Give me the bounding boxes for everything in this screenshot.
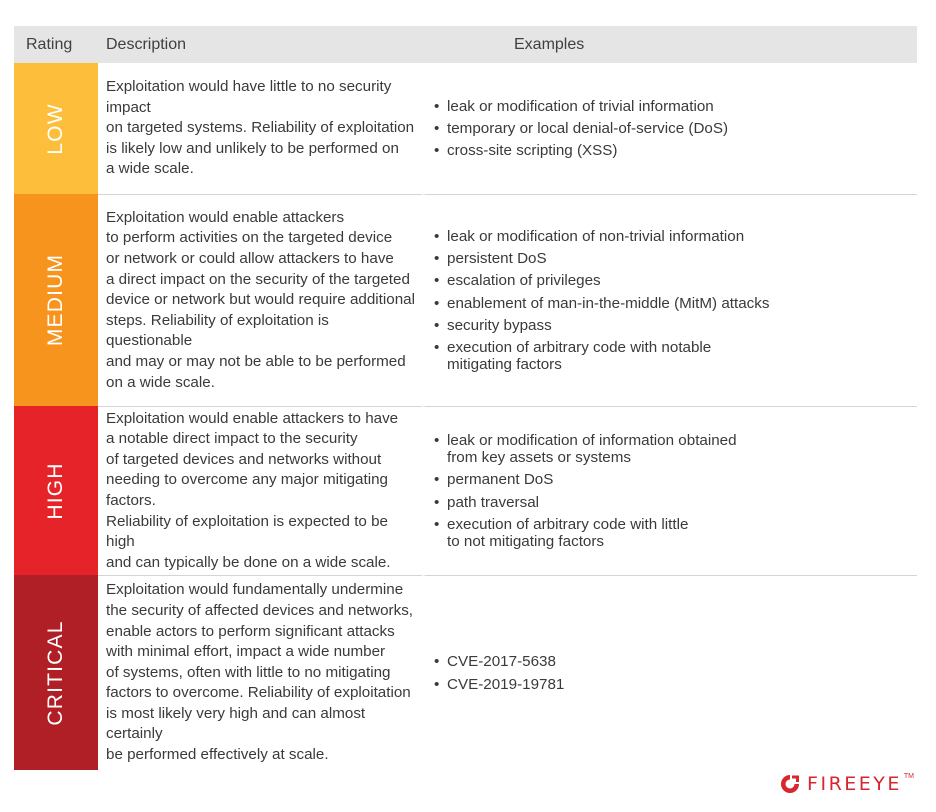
example-text: leak or modification of non-trivial information — [447, 227, 745, 245]
description-text-low: Exploitation would have little to no security impact on targeted systems. Reliability of exploitation is likely low and unlikely to be performed on a wide scale. — [106, 78, 415, 178]
bullet-glyph: • — [434, 316, 440, 334]
list-item — [434, 516, 737, 550]
bullet-glyph: • — [434, 250, 440, 268]
row-medium — [14, 194, 917, 406]
example-text: security bypass — [447, 316, 552, 334]
rating-cell-medium — [14, 194, 98, 406]
examples-cell-critical — [422, 575, 917, 770]
example-text: leak or modification of information obtained from key assets or systems — [447, 432, 737, 467]
rating-label-critical: CRITICAL — [44, 619, 67, 726]
list-item — [434, 339, 769, 373]
example-text: enablement of man-in-the-middle (MitM) attacks — [447, 294, 770, 312]
logo-trademark: TM — [903, 773, 914, 780]
list-item — [434, 142, 728, 159]
list-item — [434, 317, 769, 334]
bullet-glyph: • — [434, 142, 440, 160]
row-high — [14, 406, 917, 575]
bullet-glyph: • — [434, 471, 440, 489]
fireeye-logo — [779, 773, 914, 795]
examples-list-high — [434, 432, 737, 550]
header-rating: Rating — [26, 35, 73, 53]
example-text: persistent DoS — [447, 250, 547, 268]
rating-cell-high — [14, 406, 98, 575]
rating-cell-critical — [14, 575, 98, 770]
bullet-glyph: • — [434, 120, 440, 137]
fireeye-mark-icon — [779, 773, 801, 795]
description-text-high: Exploitation would enable attackers to have a notable direct impact to the security of targeted devices and networks without needing to overcome any major mitigating factors. Reliability of exploitation is expected to be high and can typically be done on a wide scale. — [106, 409, 399, 571]
row-critical — [14, 575, 917, 770]
header-description: Description — [106, 35, 187, 53]
bullet-glyph: • — [434, 272, 440, 290]
bullet-glyph: • — [434, 653, 440, 671]
rating-label-low: LOW — [44, 102, 67, 155]
severity-rating-table — [14, 26, 917, 770]
example-text: cross-site scripting (XSS) — [447, 142, 618, 160]
description-text-medium: Exploitation would enable attackers to perform activities on the targeted device or network or could allow attackers to have a direct impact on the security of the targeted device or network but would require additional steps. Reliability of exploitation is questionable and may or may not be able to be performed on a wide scale. — [106, 208, 415, 391]
example-text: temporary or local denial-of-service (DoS) — [447, 120, 729, 137]
bullet-glyph: • — [434, 339, 440, 357]
examples-cell-high — [422, 406, 917, 575]
examples-list-medium — [434, 228, 769, 373]
bullet-glyph: • — [434, 432, 440, 450]
list-item — [434, 471, 737, 488]
list-item — [434, 494, 737, 511]
example-text: escalation of privileges — [447, 272, 601, 290]
list-item — [434, 676, 564, 693]
example-text: CVE-2019-19781 — [447, 675, 565, 693]
list-item — [434, 228, 769, 245]
rating-label-medium: MEDIUM — [44, 253, 67, 347]
table-header — [14, 26, 917, 63]
bullet-glyph: • — [434, 515, 440, 533]
example-text: execution of arbitrary code with little to not mitigating factors — [447, 515, 689, 550]
bullet-glyph: • — [434, 493, 440, 511]
list-item — [434, 295, 769, 312]
list-item — [434, 120, 728, 137]
example-text: permanent DoS — [447, 471, 554, 489]
example-text: CVE-2017-5638 — [447, 653, 556, 671]
examples-list-critical — [434, 653, 564, 692]
example-text: path traversal — [447, 493, 540, 511]
examples-cell-low — [422, 63, 917, 194]
list-item — [434, 250, 769, 267]
logo-wordmark: FIREEYE — [807, 773, 902, 795]
example-text: leak or modification of trivial information — [447, 97, 714, 115]
examples-cell-medium — [422, 194, 917, 406]
list-item — [434, 653, 564, 670]
bullet-glyph: • — [434, 227, 440, 245]
list-item — [434, 98, 728, 115]
header-examples: Examples — [514, 35, 585, 53]
list-item — [434, 272, 769, 289]
description-text-critical: Exploitation would fundamentally undermine the security of affected devices and networks, enable actors to perform significant attacks with minimal effort, impact a wide number of systems, often with little to no mitigating factors to overcome. Reliability of exploitation is most likely very high and can almost certainly be performed effectively at scale. — [106, 581, 414, 764]
example-text: execution of arbitrary code with notable mitigating factors — [447, 339, 712, 374]
bullet-glyph: • — [434, 97, 440, 115]
bullet-glyph: • — [434, 294, 440, 312]
bullet-glyph: • — [434, 675, 440, 693]
rating-label-high: HIGH — [44, 461, 67, 520]
row-low — [14, 63, 917, 194]
rating-cell-low — [14, 63, 98, 194]
examples-list-low — [434, 98, 728, 160]
list-item — [434, 432, 737, 466]
